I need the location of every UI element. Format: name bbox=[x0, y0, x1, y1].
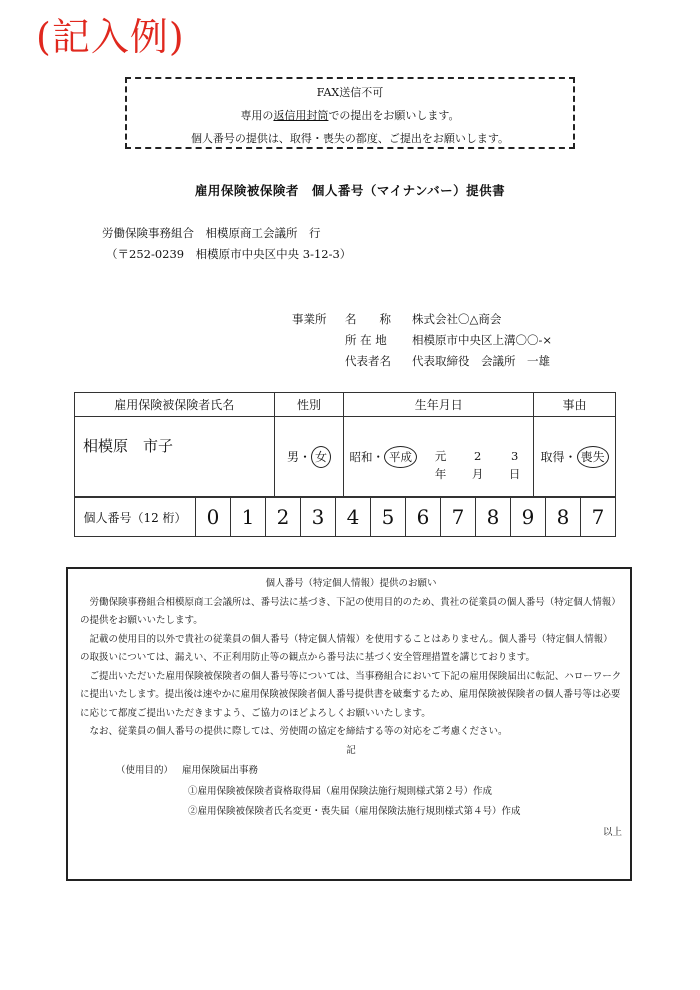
business-location-label: 所 在 地 bbox=[345, 333, 387, 347]
purpose-value: 雇用保険届出事務 bbox=[182, 765, 259, 776]
birth-month-value: 2 bbox=[473, 448, 482, 463]
my-number-digit: 8 bbox=[546, 498, 581, 537]
return-envelope-text: 返信用封筒 bbox=[273, 109, 329, 122]
birth-month bbox=[459, 427, 496, 483]
example-label: (記入例) bbox=[36, 15, 185, 59]
fax-notice-box bbox=[125, 77, 575, 149]
my-number-digit: 3 bbox=[301, 498, 336, 537]
my-number-digit: 0 bbox=[196, 498, 231, 537]
document-title: 雇用保険被保険者 個人番号（マイナンバー）提供書 bbox=[194, 183, 506, 198]
request-notice-box bbox=[66, 567, 632, 881]
my-number-digit: 7 bbox=[581, 498, 616, 537]
my-number-table bbox=[74, 497, 616, 537]
header-birth: 生年月日 bbox=[344, 393, 534, 417]
my-number-digit: 1 bbox=[231, 498, 266, 537]
request-paragraph-1: 労働保険事務組合相模原商工会議所は、番号法に基づき、下記の使用目的のため、貴社の従業員の個人番号（特定個人情報）の提供をお願いいたします。 bbox=[80, 596, 621, 626]
business-representative-value: 代表取締役 会議所 一雄 bbox=[412, 354, 550, 368]
business-name-label: 名 称 bbox=[345, 312, 391, 326]
era-showa: 昭和 bbox=[349, 449, 373, 464]
my-number-row bbox=[75, 498, 616, 537]
ki-label: 記 bbox=[346, 744, 356, 756]
address: （〒252-0239 相模原市中央区中央 3-12-3） bbox=[106, 247, 352, 261]
era-group bbox=[344, 427, 422, 468]
gender-separator: ・ bbox=[299, 449, 312, 464]
purpose-item-1: ①雇用保険被保険者資格取得届（雇用保険法施行規則様式第２号）作成 bbox=[188, 785, 493, 797]
birth-cell bbox=[344, 417, 534, 497]
purpose-item-2: ②雇用保険被保険者氏名変更・喪失届（雇用保険法施行規則様式第４号）作成 bbox=[188, 806, 521, 817]
reason-loss-circled: 喪失 bbox=[577, 446, 609, 468]
my-number-label: 個人番号（12 桁） bbox=[75, 498, 196, 537]
business-location-value: 相模原市中央区上溝〇〇-× bbox=[412, 333, 553, 347]
closing: 以上 bbox=[602, 826, 622, 838]
reason-acquire: 取得 bbox=[540, 449, 565, 464]
addressee: 労働保険事務組合 相模原商工会議所 行 bbox=[102, 226, 321, 240]
birth-day bbox=[496, 427, 533, 483]
gender-male: 男 bbox=[286, 449, 299, 464]
request-paragraph-3: ご提出いただいた雇用保険被保険者の個人番号等については、当事務組合において下記の雇用保険届出に転記、ハローワークに提出いたします。提出後は速やかに雇用保険被保険者個人番号提供書を破棄するため、雇用保険被保険者の個人番号等は必要に応じて都度ご提出いただきますよう、ご協力のほどよろしくお願いいたします。 bbox=[80, 670, 622, 719]
my-number-digit: 8 bbox=[476, 498, 511, 537]
my-number-digit: 9 bbox=[511, 498, 546, 537]
my-number-digit: 2 bbox=[266, 498, 301, 537]
purpose-label: （使用目的） bbox=[116, 765, 174, 776]
request-paragraph-2: 記載の使用目的以外で貴社の従業員の個人番号（特定個人情報）を使用することはありません。個人番号（特定個人情報）の取扱いについては、漏えい、不正利用防止等の観点から番号法に基づく安全管理措置を講じております。 bbox=[80, 633, 613, 663]
my-number-digit: 4 bbox=[336, 498, 371, 537]
fax-notice-line1: FAX送信不可 bbox=[316, 86, 384, 99]
reason-cell bbox=[534, 417, 616, 497]
era-heisei-circled: 平成 bbox=[384, 446, 417, 468]
era-separator: ・ bbox=[372, 449, 385, 464]
header-gender: 性別 bbox=[274, 393, 344, 417]
request-title: 個人番号（特定個人情報）提供のお願い bbox=[265, 578, 437, 589]
birth-day-label: 日 bbox=[508, 466, 521, 481]
insured-table-row bbox=[75, 417, 616, 497]
my-number-digit: 5 bbox=[371, 498, 406, 537]
request-paragraph-4: なお、従業員の個人番号の提供に際しては、労使間の協定を締結する等の対応をご考慮ください。 bbox=[89, 726, 508, 737]
gender-female-circled: 女 bbox=[311, 446, 331, 468]
insured-name: 相模原 市子 bbox=[75, 417, 275, 497]
my-number-digit: 7 bbox=[441, 498, 476, 537]
fax-notice-line2-after: での提出をお願いします。 bbox=[328, 109, 460, 122]
purpose-line bbox=[80, 762, 622, 781]
birth-year-value: 元 bbox=[434, 448, 447, 463]
birth-year-label: 年 bbox=[434, 466, 447, 481]
business-representative-label: 代表者名 bbox=[345, 354, 391, 368]
gender-cell bbox=[274, 417, 344, 497]
reason-separator: ・ bbox=[564, 449, 577, 464]
business-name-value: 株式会社〇△商会 bbox=[412, 312, 502, 326]
fax-notice-line2-before: 専用の bbox=[240, 109, 274, 122]
birth-year bbox=[422, 427, 459, 483]
fax-notice-line2 bbox=[127, 104, 573, 127]
header-reason: 事由 bbox=[534, 393, 616, 417]
birth-month-label: 月 bbox=[471, 466, 484, 481]
insured-table bbox=[74, 392, 616, 497]
birth-day-value: 3 bbox=[510, 448, 519, 463]
insured-table-header bbox=[75, 393, 616, 417]
business-section-label: 事業所 bbox=[292, 312, 327, 326]
my-number-digit: 6 bbox=[406, 498, 441, 537]
fax-notice-line3: 個人番号の提供は、取得・喪失の都度、ご提出をお願いします。 bbox=[190, 132, 510, 145]
header-name: 雇用保険被保険者氏名 bbox=[75, 393, 275, 417]
